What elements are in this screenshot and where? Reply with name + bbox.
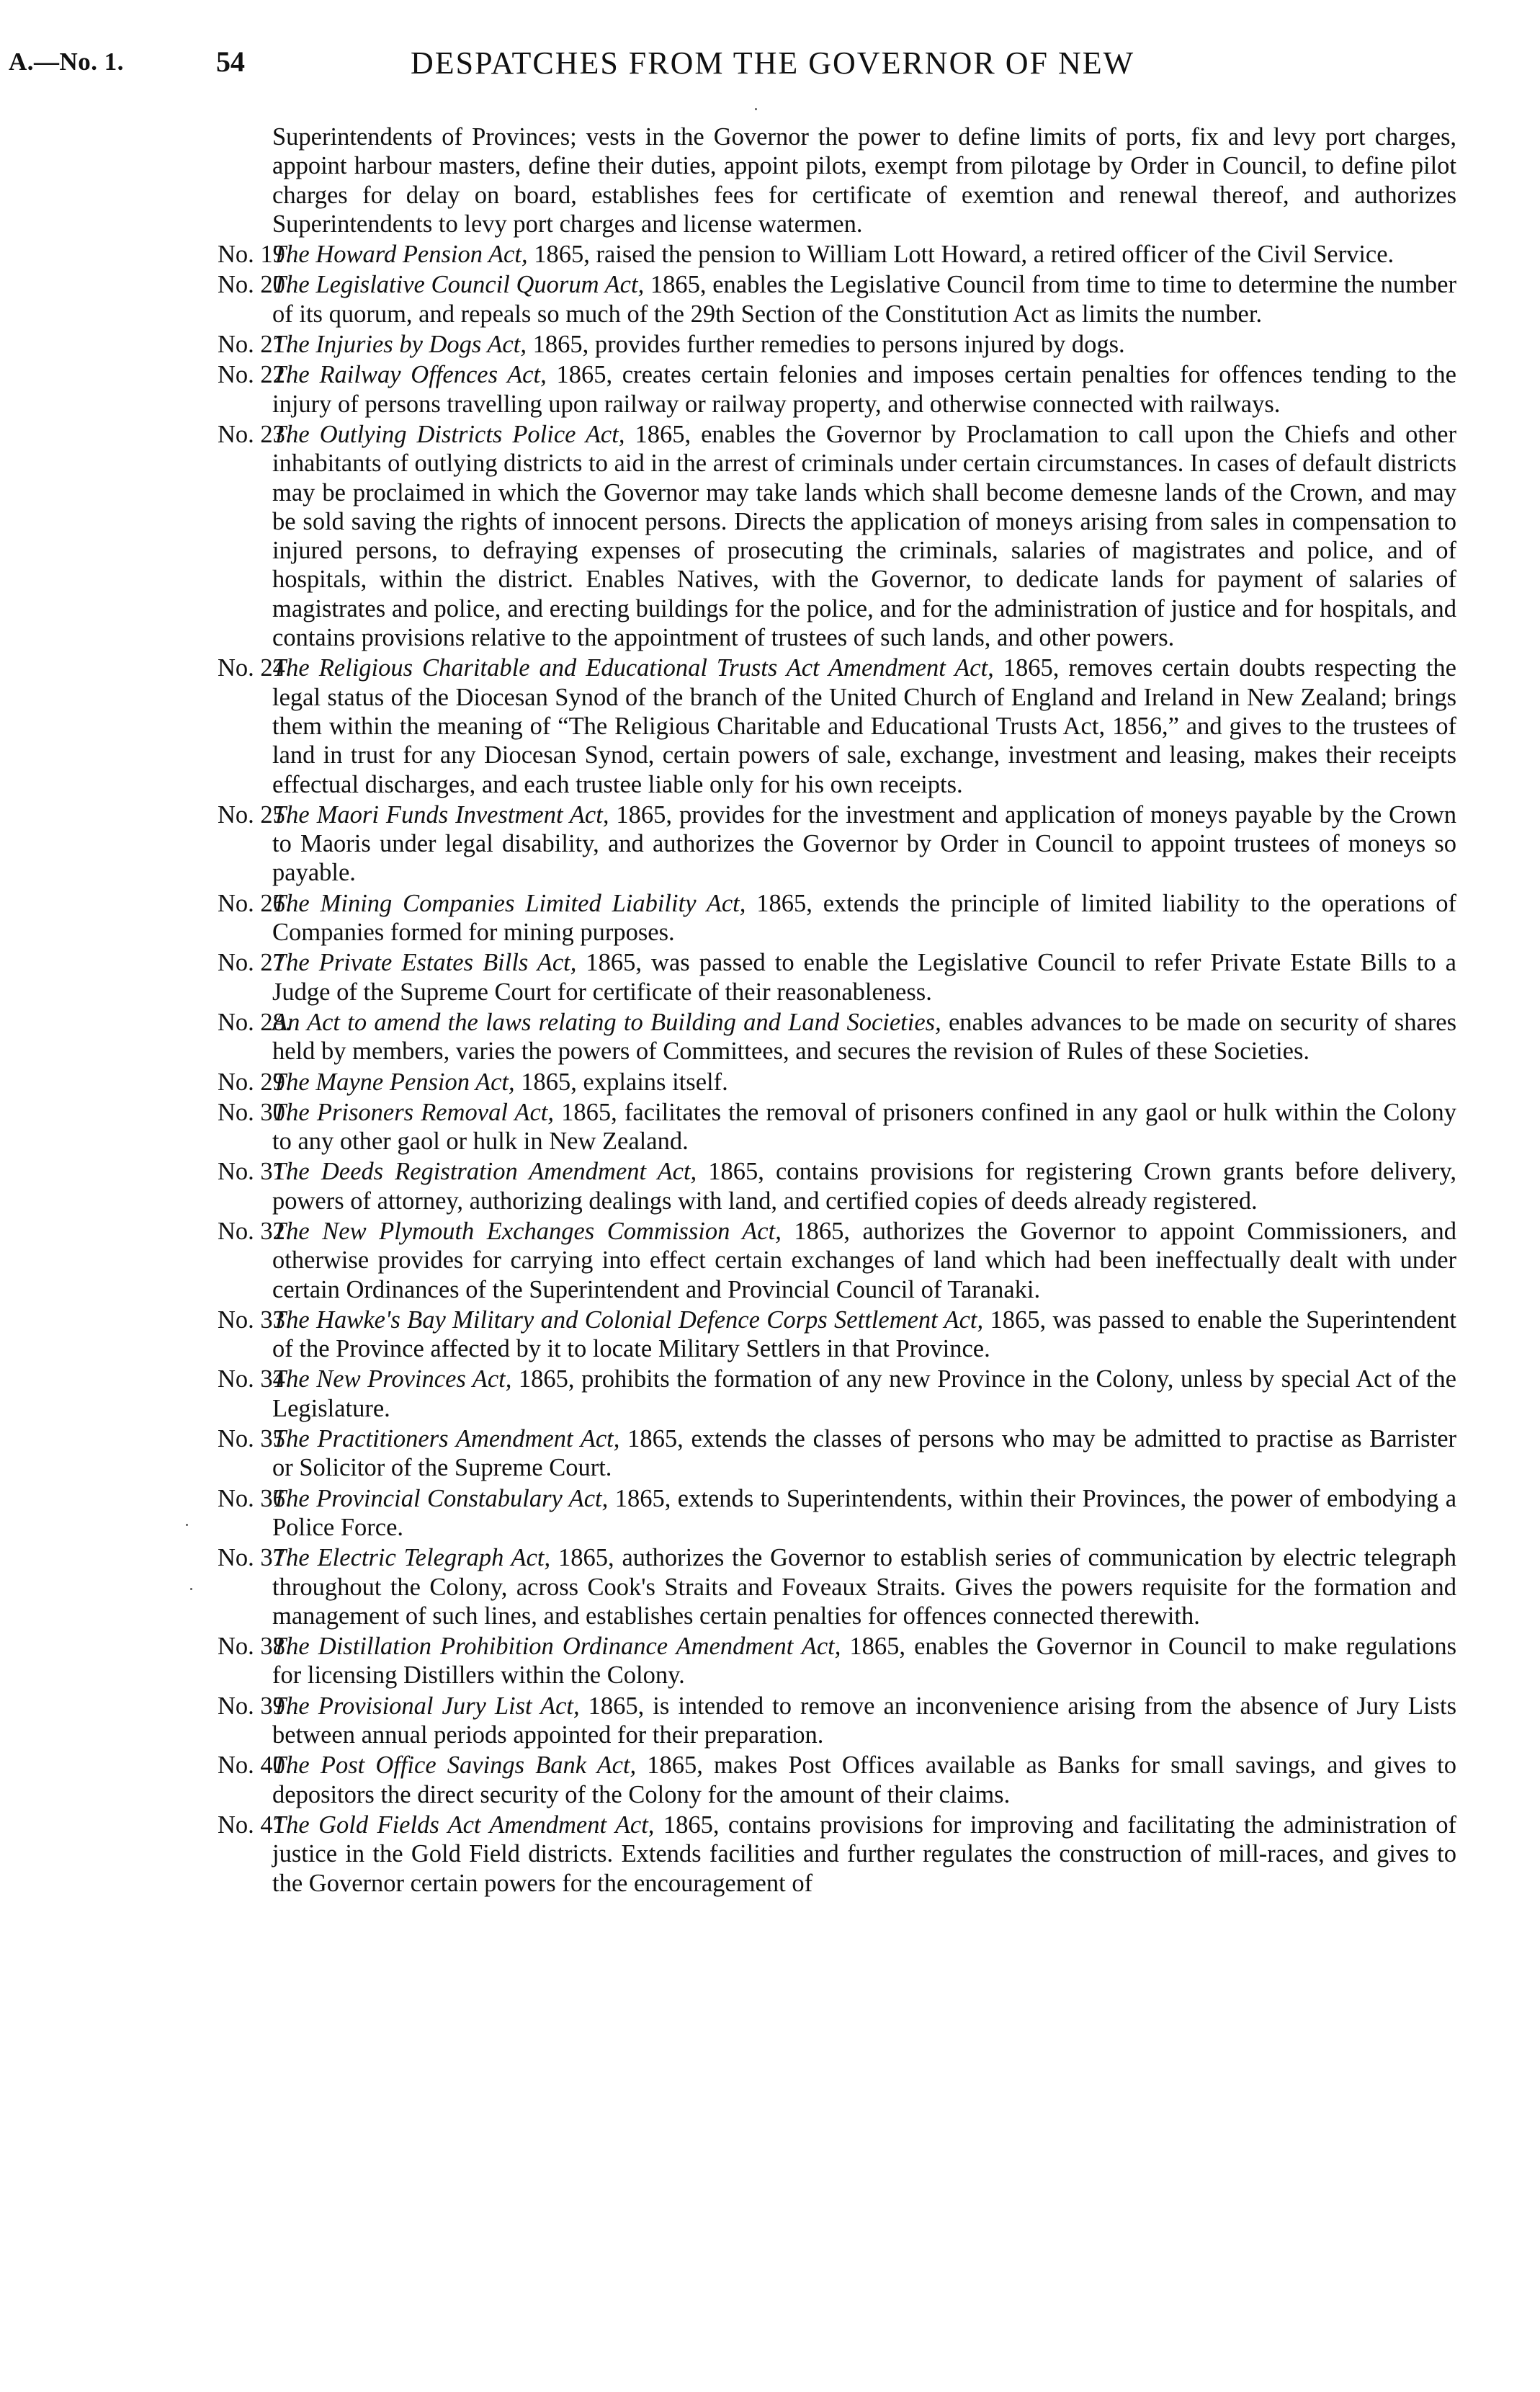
entry-number: No. 41.	[218, 1811, 292, 1839]
page-header	[0, 43, 1540, 94]
entry-number: No. 20.	[218, 271, 292, 299]
act-entry	[218, 360, 1456, 419]
document-reference: A.—No. 1.	[9, 48, 125, 76]
entry-number: No. 37.	[218, 1544, 292, 1572]
act-description: 1865, contains provisions for registering Crown grants before delivery, powers of attorney, authorizing dealings with land, and certified copies of deeds already registered.	[272, 1158, 1456, 1215]
entry-number: No. 31.	[218, 1158, 292, 1186]
act-description: 1865, was passed to enable the Superintendent of the Province affected by it to locate Military Settlers in that Province.	[272, 1306, 1456, 1363]
act-entry	[218, 1008, 1456, 1066]
act-title: The Provincial Constabulary Act,	[272, 1484, 609, 1512]
act-description: 1865, extends the classes of persons who may be admitted to practise as Barrister or Solicitor of the Supreme Court.	[272, 1425, 1456, 1482]
act-description: 1865, provides further remedies to persons injured by dogs.	[526, 331, 1125, 359]
act-entry	[218, 1365, 1456, 1423]
act-title: The Electric Telegraph Act,	[272, 1544, 551, 1572]
act-entry	[218, 948, 1456, 1007]
act-entry	[218, 1632, 1456, 1690]
act-description: 1865, extends to Superintendents, within their Provinces, the power of embodying a Police Force.	[272, 1484, 1457, 1541]
act-title: The Post Office Savings Bank Act,	[272, 1751, 637, 1780]
entry-number: No. 32.	[218, 1217, 292, 1245]
act-title: The Prisoners Removal Act,	[272, 1098, 555, 1126]
act-entry	[218, 1217, 1456, 1304]
entry-number: No. 40.	[218, 1751, 292, 1780]
entry-number: No. 23.	[218, 420, 292, 448]
document-body	[218, 122, 1456, 1898]
act-title: The Private Estates Bills Act,	[272, 949, 577, 977]
act-title: The Religious Charitable and Educational Trusts Act Amendment Act,	[272, 654, 994, 682]
entry-number: No. 25.	[218, 800, 292, 829]
continued-paragraph: Superintendents of Provinces; vests in the Governor the power to define limits of ports, fix and levy port charges, appoint harbour masters, define their duties, appoint pilots, exempt from pilotage by Order in Council, to define pilot charges for delay on board, establishes fees for certificate of exemtion and renewal thereof, and authorizes Superintendents to levy port charges and license watermen.	[272, 123, 1456, 238]
act-description: 1865, prohibits the formation of any new Province in the Colony, unless by special Act of the Legislature.	[272, 1365, 1456, 1422]
page-number: 54	[216, 45, 245, 78]
act-entry	[218, 1068, 1456, 1097]
act-description: 1865, makes Post Offices available as Banks for small savings, and gives to depositors the direct security of the Colony for the amount of their claims.	[272, 1751, 1456, 1808]
entry-number: No. 33.	[218, 1306, 292, 1334]
act-entry	[218, 1424, 1456, 1483]
act-entry	[218, 330, 1456, 359]
act-description: 1865, authorizes the Governor to establish series of communication by electric telegraph throughout the Colony, across Cook's Straits and Foveaux Straits. Gives the powers requisite for the formation and management of such lines, and establishes certain penalties for offences connected therewith.	[272, 1544, 1456, 1630]
act-description: 1865, raised the pension to William Lott Howard, a retired officer of the Civil Service.	[527, 241, 1394, 269]
act-description: 1865, creates certain felonies and imposes certain penalties for offences tending to the injury of persons travelling upon railway or railway property, and otherwise connected with railways.	[272, 361, 1456, 418]
entry-number: No. 39.	[218, 1692, 292, 1720]
act-description: 1865, is intended to remove an inconvenience arising from the absence of Jury Lists between annual periods appointed for their preparation.	[272, 1692, 1456, 1749]
act-entry	[218, 1811, 1456, 1898]
act-title: The Gold Fields Act Amendment Act,	[272, 1811, 655, 1839]
act-entry	[218, 1751, 1456, 1809]
act-description: 1865, provides for the investment and application of moneys payable by the Crown to Maoris under legal disability, and authorizes the Governor by Order in Council to appoint trustees of moneys so payable.	[272, 800, 1456, 887]
act-title: The Mayne Pension Act,	[272, 1068, 515, 1096]
act-title: An Act to amend the laws relating to Building and Land Societies,	[272, 1008, 941, 1036]
act-entry	[218, 240, 1456, 269]
act-description: 1865, facilitates the removal of prisoners confined in any gaol or hulk within the Colony to any other gaol or hulk in New Zealand.	[272, 1098, 1456, 1156]
act-title: The Maori Funds Investment Act,	[272, 800, 609, 829]
act-title: The New Provinces Act,	[272, 1365, 512, 1393]
act-entry	[218, 1484, 1456, 1543]
act-title: The Outlying Districts Police Act,	[272, 420, 625, 448]
act-entry	[218, 1692, 1456, 1750]
act-title: The Howard Pension Act,	[272, 241, 528, 269]
act-description: 1865, enables the Governor in Council to make regulations for licensing Distillers within the Colony.	[272, 1633, 1457, 1690]
entry-number: No. 26.	[218, 889, 292, 917]
entry-number: No. 30.	[218, 1098, 292, 1126]
entry-number: No. 22.	[218, 361, 292, 389]
act-entry	[218, 800, 1456, 888]
act-entry	[218, 420, 1456, 652]
entry-number: No. 21.	[218, 331, 292, 359]
act-entry	[218, 1157, 1456, 1215]
act-entry	[218, 1306, 1456, 1364]
entry-number: No. 24.	[218, 654, 292, 682]
act-title: The Hawke's Bay Military and Colonial Defence Corps Settlement Act,	[272, 1306, 984, 1334]
act-title: The Injuries by Dogs Act,	[272, 331, 527, 359]
entry-number: No. 38.	[218, 1633, 292, 1661]
act-description: 1865, contains provisions for improving and facilitating the administration of justice in the Gold Field districts. Extends facilities and further regulates the construction of mill-races, and gives to the Governor certain powers for the encouragement of	[272, 1811, 1456, 1897]
act-title: The Distillation Prohibition Ordinance Amendment Act,	[272, 1633, 841, 1661]
entry-number: No. 28.	[218, 1008, 292, 1036]
act-title: The Railway Offences Act,	[272, 361, 547, 389]
act-entry	[218, 889, 1456, 947]
margin-speck	[190, 1588, 192, 1590]
act-entry	[218, 1543, 1456, 1630]
margin-speck	[755, 108, 757, 110]
entry-number: No. 27.	[218, 949, 292, 977]
act-entry	[218, 270, 1456, 329]
page-title: DESPATCHES FROM THE GOVERNOR OF NEW	[411, 45, 1135, 81]
act-description: 1865, removes certain doubts respecting the legal status of the Diocesan Synod of the branch of the United Church of England and Ireland in New Zealand; brings them within the meaning of “The Religious Charitable and Educational Trusts Act, 1856,” and gives to the trustees of land in trust for any Diocesan Synod, certain powers of sale, exchange, investment and leasing, makes their receipts effectual discharges, and each trustee liable only for his own receipts.	[272, 654, 1456, 798]
entry-number: No. 35.	[218, 1425, 292, 1453]
act-description: 1865, enables the Legislative Council from time to time to determine the number of its quorum, and repeals so much of the 29th Section of the Constitution Act as limits the number.	[272, 271, 1456, 328]
act-title: The Mining Companies Limited Liability Act,	[272, 889, 746, 917]
act-description: 1865, explains itself.	[514, 1068, 728, 1096]
act-entry	[218, 1098, 1456, 1156]
act-description: 1865, authorizes the Governor to appoint Commissioners, and otherwise provides for carrying into effect certain exchanges of land which had been ineffectually dealt with under certain Ordinances of the Superintendent and Provincial Council of Taranaki.	[272, 1217, 1456, 1303]
act-description: enables advances to be made on security of shares held by members, varies the powers of Committees, and secures the revision of Rules of these Societies.	[272, 1008, 1456, 1066]
entry-number: No. 36.	[218, 1484, 292, 1512]
act-description: 1865, enables the Governor by Proclamation to call upon the Chiefs and other inhabitants of outlying districts to aid in the arrest of criminals under certain circumstances. In cases of default districts may be proclaimed in which the Governor may take lands which shall become demesne lands of the Crown, and may be sold saving the rights of innocent persons. Directs the application of moneys arising from sales in compensation to injured persons, to defraying expenses of prosecuting the criminals, salaries of magistrates and police, and of hospitals, within the district. Enables Natives, with the Governor, to dedicate lands for payment of salaries of magistrates and police, and erecting buildings for the police, and for the administration of justice and for hospitals, and contains provisions relative to the appointment of trustees of such lands, and other powers.	[272, 420, 1456, 652]
entry-number: No. 19.	[218, 241, 292, 269]
act-title: The Provisional Jury List Act,	[272, 1692, 580, 1720]
act-title: The New Plymouth Exchanges Commission Act,	[272, 1217, 782, 1245]
entry-number: No. 34.	[218, 1365, 292, 1393]
act-entry	[218, 653, 1456, 798]
act-title: The Legislative Council Quorum Act,	[272, 271, 645, 299]
act-description: 1865, extends the principle of limited liability to the operations of Companies formed for mining purposes.	[272, 889, 1456, 947]
act-description: 1865, was passed to enable the Legislative Council to refer Private Estate Bills to a Judge of the Supreme Court for certificate of their reasonableness.	[272, 949, 1456, 1006]
act-title: The Deeds Registration Amendment Act,	[272, 1158, 697, 1186]
entry-number: No. 29.	[218, 1068, 292, 1096]
margin-speck	[186, 1524, 188, 1526]
act-title: The Practitioners Amendment Act,	[272, 1425, 620, 1453]
